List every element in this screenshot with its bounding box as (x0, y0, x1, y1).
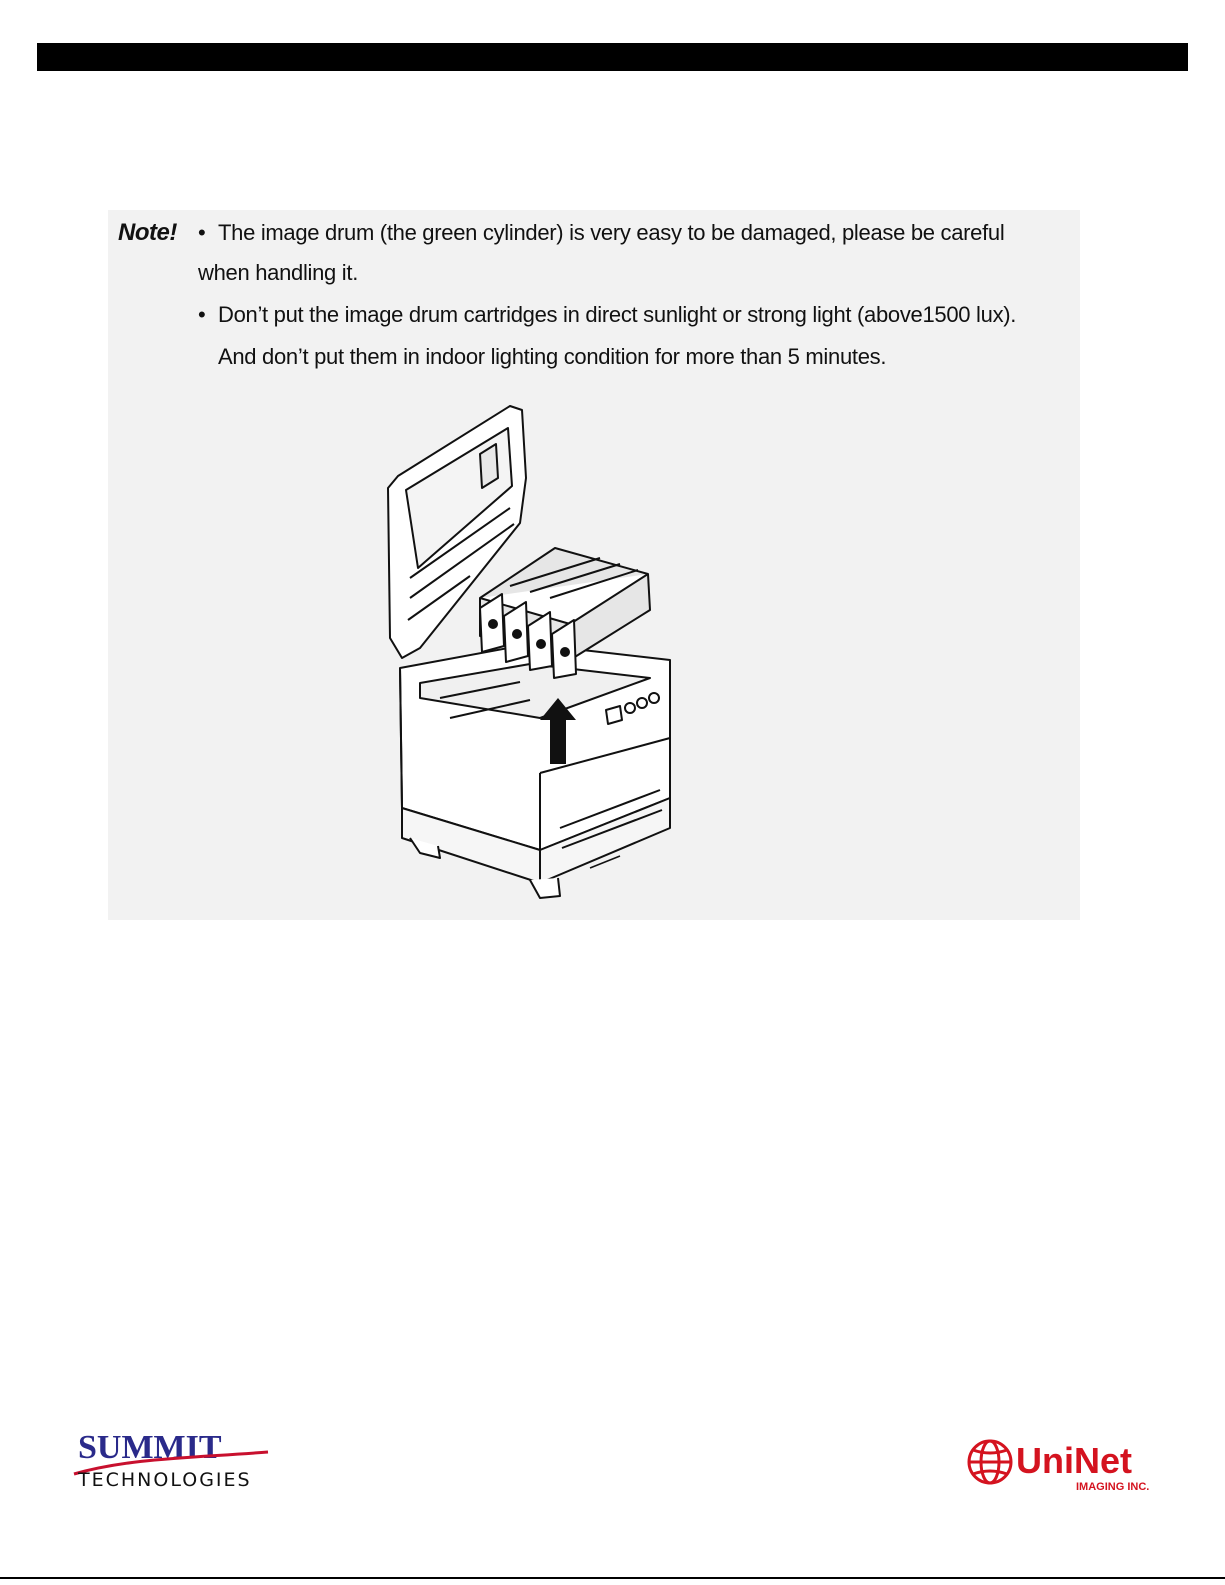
footer-rule (0, 1577, 1225, 1579)
summit-wordmark: SUMMIT (78, 1430, 222, 1466)
uninet-subtitle: IMAGING INC. (1076, 1481, 1150, 1493)
bullet-glyph: • (198, 302, 206, 327)
bullet-glyph: • (198, 220, 206, 245)
uninet-wordmark: UniNet (1016, 1440, 1132, 1481)
summit-subtitle: TECHNOLOGIES (78, 1469, 252, 1491)
globe-icon (969, 1441, 1011, 1483)
header-bar (37, 43, 1188, 71)
note-line-3: Don’t put the image drum cartridges in direct sunlight or strong light (above1500 lux). (218, 302, 1017, 327)
note-line-1: The image drum (the green cylinder) is very easy to be damaged, please be careful (218, 220, 1005, 245)
summit-technologies-logo (70, 1430, 270, 1500)
printer-illustration (380, 398, 710, 918)
note-label: Note! (118, 219, 177, 246)
note-line-4: And don’t put them in indoor lighting condition for more than 5 minutes. (218, 344, 887, 369)
note-line-2: when handling it. (198, 260, 359, 285)
uninet-imaging-logo (966, 1434, 1166, 1498)
